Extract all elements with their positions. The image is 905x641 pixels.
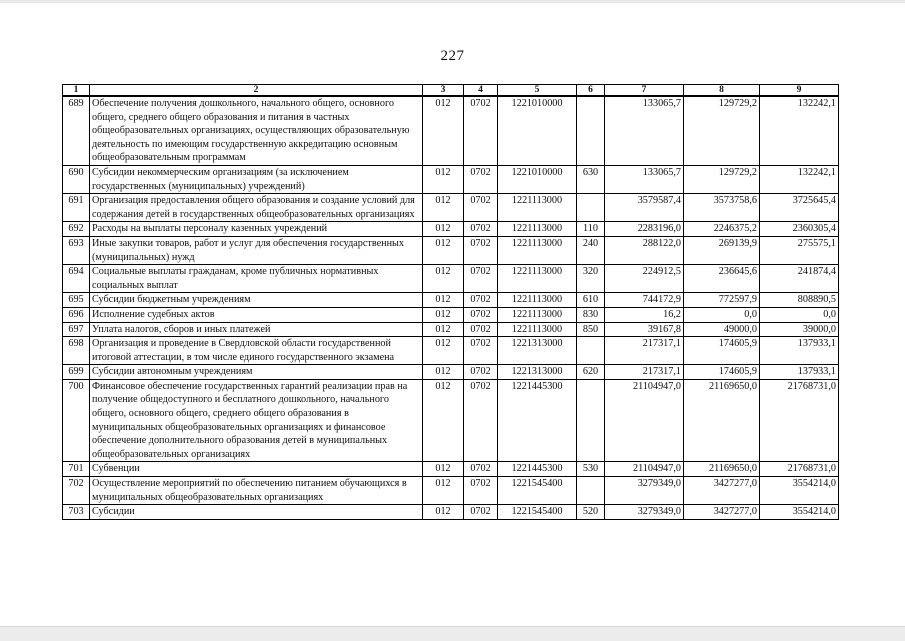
amount-year-2: 21169650,0 [684, 462, 760, 477]
amount-year-1: 217317,1 [605, 337, 684, 365]
amount-year-1: 217317,1 [605, 365, 684, 380]
row-number: 690 [63, 165, 90, 193]
amount-year-1: 3279349,0 [605, 505, 684, 520]
amount-year-1: 133065,7 [605, 96, 684, 165]
ministry-code: 012 [423, 165, 464, 193]
amount-year-1: 21104947,0 [605, 462, 684, 477]
section-code: 0702 [464, 505, 498, 520]
expense-type-code: 850 [577, 322, 605, 337]
ministry-code: 012 [423, 337, 464, 365]
amount-year-2: 174605,9 [684, 365, 760, 380]
target-article-code: 1221545400 [498, 477, 577, 505]
header-row [63, 85, 839, 97]
table-row [63, 236, 839, 264]
row-number: 700 [63, 379, 90, 462]
table-row [63, 337, 839, 365]
row-number: 689 [63, 96, 90, 165]
amount-year-1: 288122,0 [605, 236, 684, 264]
section-code: 0702 [464, 165, 498, 193]
ministry-code: 012 [423, 477, 464, 505]
table-row [63, 379, 839, 462]
amount-year-2: 0,0 [684, 307, 760, 322]
header-cell: 3 [423, 85, 464, 97]
row-name: Иные закупки товаров, работ и услуг для обеспечения государственных (муниципальных) нужд [90, 236, 423, 264]
ministry-code: 012 [423, 365, 464, 380]
ministry-code: 012 [423, 293, 464, 308]
table-row [63, 322, 839, 337]
target-article-code: 1221545400 [498, 505, 577, 520]
amount-year-2: 3427277,0 [684, 505, 760, 520]
row-number: 696 [63, 307, 90, 322]
target-article-code: 1221113000 [498, 236, 577, 264]
row-name: Субсидии бюджетным учреждениям [90, 293, 423, 308]
expense-type-code: 610 [577, 293, 605, 308]
section-code: 0702 [464, 194, 498, 222]
amount-year-1: 39167,8 [605, 322, 684, 337]
amount-year-3: 39000,0 [760, 322, 839, 337]
ministry-code: 012 [423, 194, 464, 222]
row-number: 694 [63, 265, 90, 293]
target-article-code: 1221113000 [498, 265, 577, 293]
row-name: Обеспечение получения дошкольного, начального общего, основного общего, среднего общего образования и питания в частных общеобразовательных организациях, осуществляющих образовательную деятельность по имеющим государственную аккредитацию основным общеобразовательным программам [90, 96, 423, 165]
amount-year-3: 137933,1 [760, 337, 839, 365]
section-code: 0702 [464, 236, 498, 264]
amount-year-1: 224912,5 [605, 265, 684, 293]
amount-year-3: 3554214,0 [760, 505, 839, 520]
row-number: 703 [63, 505, 90, 520]
expense-type-code: 630 [577, 165, 605, 193]
header-cell: 8 [684, 85, 760, 97]
target-article-code: 1221113000 [498, 222, 577, 237]
ministry-code: 012 [423, 462, 464, 477]
target-article-code: 1221113000 [498, 322, 577, 337]
table-row [63, 307, 839, 322]
amount-year-2: 772597,9 [684, 293, 760, 308]
row-name: Организация и проведение в Свердловской области государственной итоговой аттестации, в том числе единого государственного экзамена [90, 337, 423, 365]
expense-type-code: 110 [577, 222, 605, 237]
section-code: 0702 [464, 337, 498, 365]
row-name: Субсидии автономным учреждениям [90, 365, 423, 380]
section-code: 0702 [464, 307, 498, 322]
page-number: 227 [440, 48, 465, 64]
section-code: 0702 [464, 222, 498, 237]
row-number: 701 [63, 462, 90, 477]
row-name: Субвенции [90, 462, 423, 477]
ministry-code: 012 [423, 505, 464, 520]
amount-year-2: 3573758,6 [684, 194, 760, 222]
amount-year-1: 21104947,0 [605, 379, 684, 462]
table-row [63, 365, 839, 380]
section-code: 0702 [464, 293, 498, 308]
amount-year-3: 21768731,0 [760, 462, 839, 477]
row-number: 698 [63, 337, 90, 365]
table-row [63, 265, 839, 293]
page-bottom-edge [0, 626, 905, 641]
target-article-code: 1221313000 [498, 365, 577, 380]
amount-year-2: 129729,2 [684, 96, 760, 165]
amount-year-1: 2283196,0 [605, 222, 684, 237]
header-cell: 1 [63, 85, 90, 97]
target-article-code: 1221313000 [498, 337, 577, 365]
amount-year-2: 21169650,0 [684, 379, 760, 462]
section-code: 0702 [464, 379, 498, 462]
row-name: Осуществление мероприятий по обеспечению питанием обучающихся в муниципальных общеобразовательных организациях [90, 477, 423, 505]
amount-year-1: 3279349,0 [605, 477, 684, 505]
expense-type-code: 530 [577, 462, 605, 477]
ministry-code: 012 [423, 307, 464, 322]
table-row [63, 194, 839, 222]
row-name: Субсидии некоммерческим организациям (за исключением государственных (муниципальных) учреждений) [90, 165, 423, 193]
row-name: Финансовое обеспечение государственных гарантий реализации прав на получение общедоступного и бесплатного дошкольного, начального общего, основного общего, среднего общего образования в муниципальных общеобразовательных организациях и финансовое обеспечение дополнительного образования детей в муниципальных общеобразовательных организациях [90, 379, 423, 462]
section-code: 0702 [464, 322, 498, 337]
amount-year-2: 2246375,2 [684, 222, 760, 237]
section-code: 0702 [464, 477, 498, 505]
expense-type-code [577, 477, 605, 505]
expense-type-code: 620 [577, 365, 605, 380]
target-article-code: 1221113000 [498, 194, 577, 222]
amount-year-3: 3725645,4 [760, 194, 839, 222]
row-number: 691 [63, 194, 90, 222]
row-name: Организация предоставления общего образования и создание условий для содержания детей в государственных общеобразовательных организациях [90, 194, 423, 222]
section-code: 0702 [464, 96, 498, 165]
amount-year-2: 269139,9 [684, 236, 760, 264]
row-name: Расходы на выплаты персоналу казенных учреждений [90, 222, 423, 237]
expense-type-code: 520 [577, 505, 605, 520]
expense-type-code: 320 [577, 265, 605, 293]
header-cell: 7 [605, 85, 684, 97]
row-number: 702 [63, 477, 90, 505]
ministry-code: 012 [423, 96, 464, 165]
row-number: 699 [63, 365, 90, 380]
row-name: Исполнение судебных актов [90, 307, 423, 322]
ministry-code: 012 [423, 379, 464, 462]
amount-year-3: 2360305,4 [760, 222, 839, 237]
amount-year-1: 133065,7 [605, 165, 684, 193]
target-article-code: 1221010000 [498, 165, 577, 193]
ministry-code: 012 [423, 265, 464, 293]
amount-year-3: 808890,5 [760, 293, 839, 308]
target-article-code: 1221010000 [498, 96, 577, 165]
header-cell: 6 [577, 85, 605, 97]
table-row [63, 293, 839, 308]
row-name: Уплата налогов, сборов и иных платежей [90, 322, 423, 337]
amount-year-3: 137933,1 [760, 365, 839, 380]
amount-year-3: 21768731,0 [760, 379, 839, 462]
amount-year-2: 3427277,0 [684, 477, 760, 505]
row-number: 693 [63, 236, 90, 264]
table-row [63, 96, 839, 165]
amount-year-2: 174605,9 [684, 337, 760, 365]
expense-type-code: 830 [577, 307, 605, 322]
row-number: 695 [63, 293, 90, 308]
header-cell: 4 [464, 85, 498, 97]
row-number: 697 [63, 322, 90, 337]
table-row [63, 165, 839, 193]
header-cell: 5 [498, 85, 577, 97]
header-cell: 2 [90, 85, 423, 97]
ministry-code: 012 [423, 236, 464, 264]
amount-year-3: 241874,4 [760, 265, 839, 293]
table-row [63, 222, 839, 237]
amount-year-3: 0,0 [760, 307, 839, 322]
amount-year-2: 49000,0 [684, 322, 760, 337]
table-row [63, 477, 839, 505]
amount-year-1: 744172,9 [605, 293, 684, 308]
row-name: Социальные выплаты гражданам, кроме публичных нормативных социальных выплат [90, 265, 423, 293]
target-article-code: 1221445300 [498, 379, 577, 462]
page-top-edge [0, 0, 905, 3]
section-code: 0702 [464, 365, 498, 380]
amount-year-2: 236645,6 [684, 265, 760, 293]
budget-table [62, 84, 839, 520]
expense-type-code [577, 337, 605, 365]
target-article-code: 1221445300 [498, 462, 577, 477]
expense-type-code [577, 96, 605, 165]
target-article-code: 1221113000 [498, 307, 577, 322]
table-row [63, 462, 839, 477]
section-code: 0702 [464, 462, 498, 477]
header-cell: 9 [760, 85, 839, 97]
amount-year-1: 16,2 [605, 307, 684, 322]
section-code: 0702 [464, 265, 498, 293]
amount-year-1: 3579587,4 [605, 194, 684, 222]
amount-year-3: 3554214,0 [760, 477, 839, 505]
ministry-code: 012 [423, 222, 464, 237]
amount-year-2: 129729,2 [684, 165, 760, 193]
amount-year-3: 275575,1 [760, 236, 839, 264]
row-number: 692 [63, 222, 90, 237]
expense-type-code [577, 379, 605, 462]
expense-type-code [577, 194, 605, 222]
target-article-code: 1221113000 [498, 293, 577, 308]
row-name: Субсидии [90, 505, 423, 520]
ministry-code: 012 [423, 322, 464, 337]
amount-year-3: 132242,1 [760, 165, 839, 193]
table-row [63, 505, 839, 520]
expense-type-code: 240 [577, 236, 605, 264]
amount-year-3: 132242,1 [760, 96, 839, 165]
